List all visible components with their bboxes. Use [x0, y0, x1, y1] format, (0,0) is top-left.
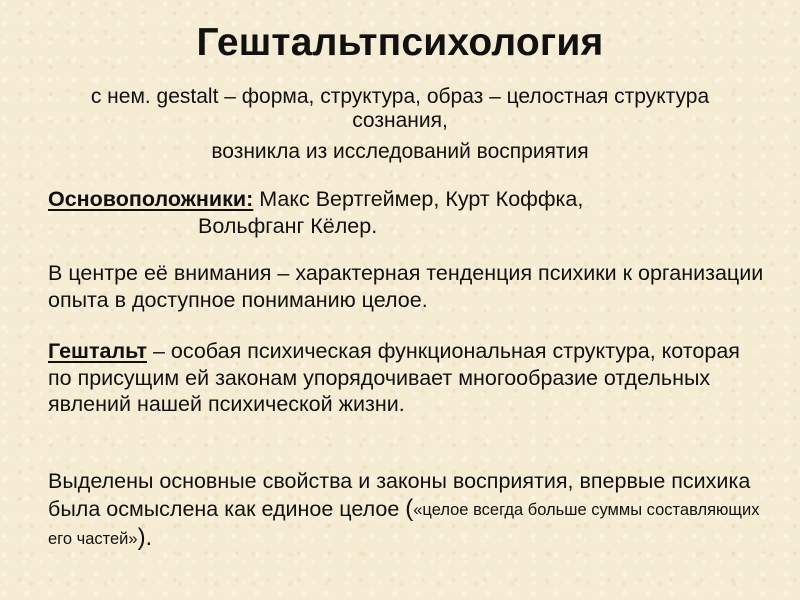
- gestalt-definition-paragraph: [48, 338, 768, 418]
- founders-names-line1: Макс Вертгеймер, Курт Коффка,: [253, 187, 584, 211]
- subtitle-origin: возникла из исследований восприятия: [211, 140, 589, 163]
- founders-label: Основоположники:: [48, 187, 254, 211]
- gestalt-definition: – особая психическая функциональная структура, которая по присущим ей законам упорядочивает многообразие отдельных явлений нашей психической жизни.: [48, 339, 740, 416]
- quote-open-paren: (: [405, 495, 414, 522]
- gestalt-term: Гештальт: [48, 339, 147, 363]
- founders-paragraph: [48, 186, 768, 240]
- subtitle-etymology: с нем. gestalt – форма, структура, образ – целостная структура сознания,: [90, 85, 710, 132]
- gestalt-quote: «целое всегда больше суммы составляющих его частей»: [48, 501, 760, 548]
- laws-paragraph: [48, 468, 768, 553]
- founders-names-line2: Вольфганг Кёлер.: [198, 214, 378, 238]
- quote-close-paren: ).: [137, 524, 153, 551]
- laws-text: Выделены основные свойства и законы восприятия, впервые психика была осмыслена как единое целое: [48, 469, 751, 521]
- center-paragraph: В центре её внимания – характерная тенденция психики к организации опыта в доступное пониманию целое.: [48, 261, 764, 312]
- slide-title: Гештальтпсихология: [196, 21, 604, 64]
